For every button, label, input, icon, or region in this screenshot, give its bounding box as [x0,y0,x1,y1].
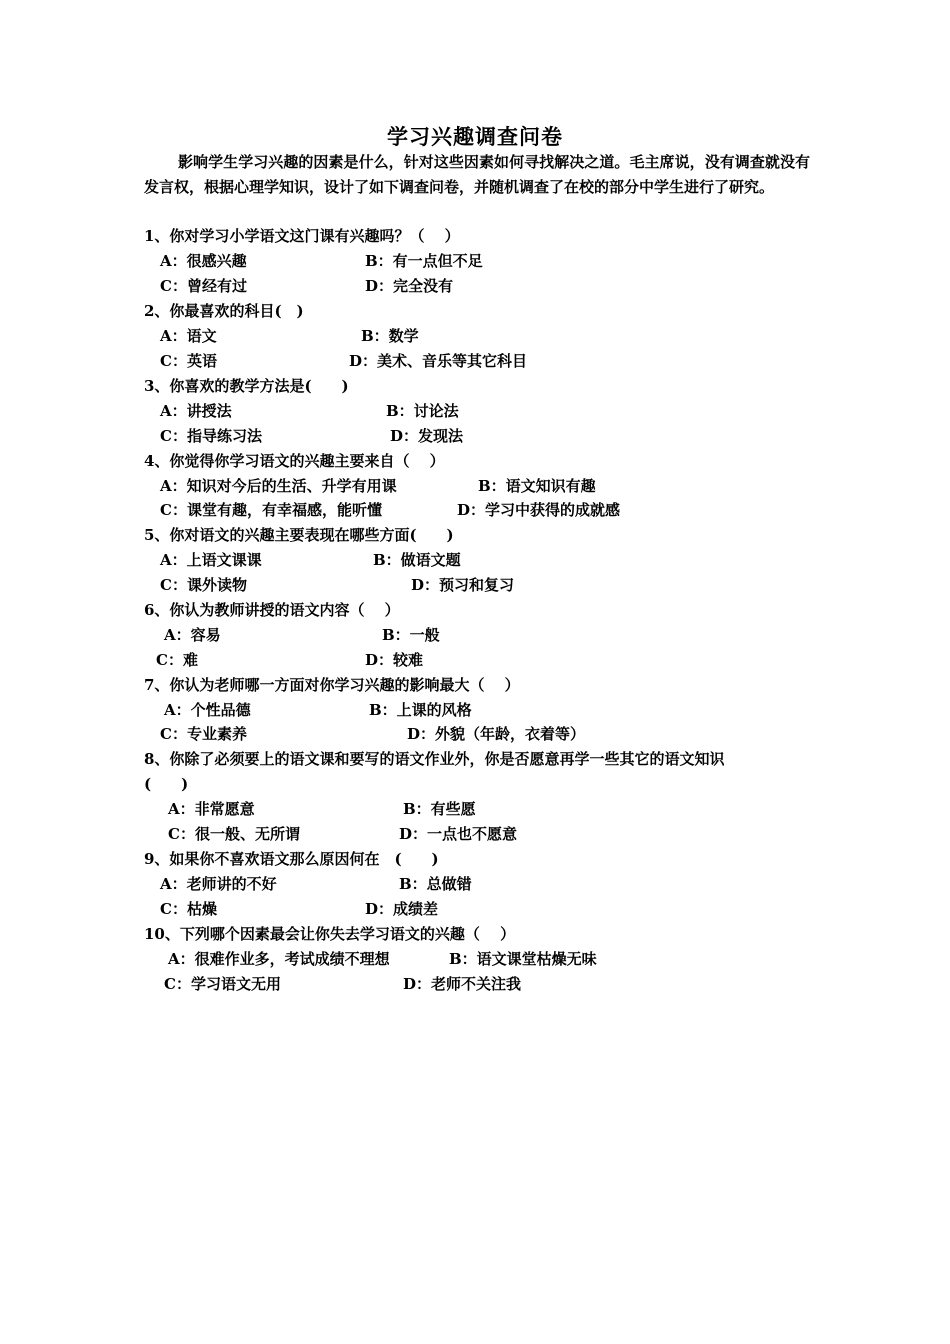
question-6: 6、你认为教师讲授的语文内容（ ） [144,601,400,619]
q4-option-d: D：学习中获得的成就感 [457,501,621,519]
q7-option-a: A：个性品德 [164,701,251,719]
q5-option-c: C：课外读物 [160,576,247,594]
q2-option-b: B：数学 [361,327,419,345]
q3-option-c: C：指导练习法 [160,427,262,445]
question-4: 4、你觉得你学习语文的兴趣主要来自（ ） [144,452,445,470]
q2-option-a: A：语文 [160,327,217,345]
q10-option-c: C：学习语文无用 [164,975,281,993]
q6-option-d: D：较难 [365,651,424,669]
q2-option-c: C：英语 [160,352,217,370]
q4-option-c: C：课堂有趣，有幸福感，能听懂 [160,501,382,519]
q1-option-b: B：有一点但不足 [365,252,483,270]
q7-option-d: D：外貌（年龄，衣着等） [407,725,586,743]
q3-option-d: D：发现法 [390,427,464,445]
q3-option-a: A：讲授法 [160,402,232,420]
question-8-answer-blank: ( ) [144,775,189,793]
q5-option-a: A：上语文课课 [160,551,262,569]
q4-option-a: A：知识对今后的生活、升学有用课 [160,477,397,495]
question-5: 5、你对语文的兴趣主要表现在哪些方面( ) [144,526,454,544]
q10-option-b: B：语文课堂枯燥无味 [449,950,597,968]
q8-option-a: A：非常愿意 [168,800,255,818]
q8-option-d: D：一点也不愿意 [399,825,518,843]
question-9: 9、如果你不喜欢语文那么原因何在 ( ) [144,850,439,868]
q3-option-b: B：讨论法 [386,402,459,420]
q9-option-b: B：总做错 [399,875,472,893]
q4-option-b: B：语文知识有趣 [478,477,596,495]
q6-option-c: C：难 [156,651,198,669]
intro-paragraph: 影响学生学习兴趣的因素是什么，针对这些因素如何寻找解决之道。毛主席说，没有调查就没有发言权，根据心理学知识，设计了如下调查问卷，并随机调查了在校的部分中学生进行了研究。 [144,153,810,196]
q1-option-c: C：曾经有过 [160,277,247,295]
question-8: 8、你除了必须要上的语文课和要写的语文作业外，你是否愿意再学一些其它的语文知识 [144,750,725,768]
q8-option-b: B：有些愿 [403,800,476,818]
q6-option-a: A：容易 [164,626,221,644]
q5-option-b: B：做语文题 [373,551,461,569]
q7-option-b: B：上课的风格 [369,701,472,719]
question-1: 1、你对学习小学语文这门课有兴趣吗？（ ） [144,227,460,245]
q9-option-a: A：老师讲的不好 [160,875,277,893]
q1-option-a: A：很感兴趣 [160,252,247,270]
question-10: 10、下列哪个因素最会让你失去学习语文的兴趣（ ） [144,925,516,943]
q2-option-d: D：美术、音乐等其它科目 [349,352,528,370]
question-2: 2、你最喜欢的科目( ) [144,302,304,320]
q1-option-d: D：完全没有 [365,277,454,295]
page-title: 学习兴趣调查问卷 [387,124,563,149]
question-7: 7、你认为老师哪一方面对你学习兴趣的影响最大（ ） [144,676,520,694]
q7-option-c: C：专业素养 [160,725,247,743]
q9-option-c: C：枯燥 [160,900,217,918]
q9-option-d: D：成绩差 [365,900,439,918]
q10-option-d: D：老师不关注我 [403,975,522,993]
q6-option-b: B：一般 [382,626,440,644]
q5-option-d: D：预习和复习 [411,576,515,594]
question-3: 3、你喜欢的教学方法是( ) [144,377,349,395]
q8-option-c: C：很一般、无所谓 [168,825,300,843]
q10-option-a: A：很难作业多，考试成绩不理想 [168,950,390,968]
